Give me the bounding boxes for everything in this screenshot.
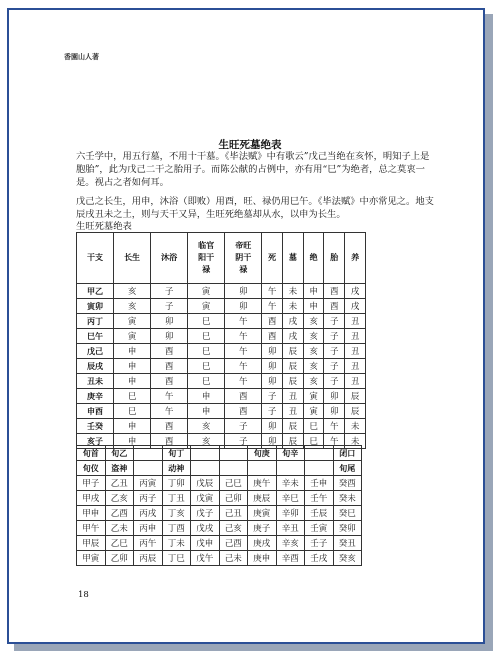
header-cell [305, 446, 334, 461]
table-cell: 寅 [303, 404, 324, 419]
table-cell: 巳 [188, 344, 225, 359]
table-cell: 午 [151, 389, 188, 404]
table-cell: 丁亥 [162, 506, 191, 521]
table-cell: 卯 [262, 374, 283, 389]
table-cell: 乙卯 [105, 551, 134, 566]
table-cell: 酉 [262, 314, 283, 329]
header-cell: 闭口 [333, 446, 362, 461]
table-cell: 辰 [282, 374, 303, 389]
table-cell: 丑 [282, 389, 303, 404]
table-cell: 午 [225, 374, 262, 389]
table-cell: 子 [262, 389, 283, 404]
table-cell: 辰 [282, 359, 303, 374]
table-cell: 壬子 [305, 536, 334, 551]
table-cell: 酉 [225, 404, 262, 419]
table-row [77, 299, 366, 314]
page-number: 18 [78, 590, 89, 600]
table-cell: 丑 [345, 329, 366, 344]
table-cell: 丑 [345, 344, 366, 359]
table-cell: 卯 [324, 404, 345, 419]
table-cell: 亥 [303, 374, 324, 389]
table-cell: 甲申 [77, 506, 106, 521]
header-cell: 胎 [324, 233, 345, 284]
table-cell: 癸未 [333, 491, 362, 506]
table-cell: 丙午 [134, 536, 163, 551]
table-cell: 戊寅 [191, 491, 220, 506]
header-cell: 旬丁 [162, 446, 191, 461]
table-cell: 辰 [282, 344, 303, 359]
table-cell: 庚戌 [248, 536, 277, 551]
header-cell: 死 [262, 233, 283, 284]
header-cell: 帝旺 阴干 禄 [225, 233, 262, 284]
table-cell: 丁巳 [162, 551, 191, 566]
table-cell: 酉 [225, 389, 262, 404]
table-cell: 巳 [188, 314, 225, 329]
sheng-wang-table [76, 232, 366, 449]
row-header-cell: 寅卯 [77, 299, 114, 314]
table-cell: 卯 [262, 344, 283, 359]
table-cell: 辛巳 [276, 491, 305, 506]
table-cell: 未 [345, 434, 366, 449]
header-cell [191, 446, 220, 461]
row-header-cell: 申酉 [77, 404, 114, 419]
header-cell: 干支 [77, 233, 114, 284]
table-cell: 巳 [114, 389, 151, 404]
header-cell: 绝 [303, 233, 324, 284]
table-cell: 辛酉 [276, 551, 305, 566]
table-cell: 巳 [303, 434, 324, 449]
table-cell: 申 [188, 389, 225, 404]
row-header-cell: 辰戌 [77, 359, 114, 374]
row-header-cell: 丑未 [77, 374, 114, 389]
table-cell: 午 [225, 344, 262, 359]
table-cell: 甲午 [77, 521, 106, 536]
header-cell: 旬辛 [276, 446, 305, 461]
table-cell: 巳 [114, 404, 151, 419]
table-row [77, 329, 366, 344]
header-cell [276, 461, 305, 476]
table-cell: 庚午 [248, 476, 277, 491]
table-cell: 酉 [151, 344, 188, 359]
table-header-row [77, 446, 362, 461]
table-cell: 亥 [303, 329, 324, 344]
table-cell: 甲寅 [77, 551, 106, 566]
table-row [77, 491, 362, 506]
table-cell: 午 [151, 404, 188, 419]
table-cell: 丙寅 [134, 476, 163, 491]
table-row [77, 506, 362, 521]
header-cell: 旬首 [77, 446, 106, 461]
table-cell: 寅 [188, 284, 225, 299]
table-cell: 亥 [303, 314, 324, 329]
table-row [77, 551, 362, 566]
table-cell: 壬戌 [305, 551, 334, 566]
table-cell: 寅 [114, 314, 151, 329]
table-cell: 己酉 [219, 536, 248, 551]
table-header-row [77, 461, 362, 476]
table-cell: 戊申 [191, 536, 220, 551]
table-cell: 庚寅 [248, 506, 277, 521]
table-cell: 申 [303, 299, 324, 314]
table-cell: 亥 [188, 419, 225, 434]
table-header-row [77, 233, 366, 284]
table-cell: 申 [188, 404, 225, 419]
page-header: 香園山人著 [64, 53, 99, 61]
table-row [77, 344, 366, 359]
row-header-cell: 丙丁 [77, 314, 114, 329]
table-cell: 戊辰 [191, 476, 220, 491]
table-row [77, 314, 366, 329]
table-cell: 子 [225, 434, 262, 449]
table-cell: 子 [151, 299, 188, 314]
table-cell: 巳 [188, 359, 225, 374]
table-cell: 午 [262, 284, 283, 299]
table-cell: 己丑 [219, 506, 248, 521]
row-header-cell: 巳午 [77, 329, 114, 344]
header-cell: 旬乙 [105, 446, 134, 461]
table-cell: 戌 [345, 284, 366, 299]
table-cell: 酉 [324, 299, 345, 314]
table-cell: 亥 [303, 344, 324, 359]
table-caption: 生旺死墓绝表 [76, 221, 132, 232]
table-cell: 申 [114, 434, 151, 449]
table-cell: 辰 [345, 404, 366, 419]
header-cell: 旬尾 [333, 461, 362, 476]
table-cell: 寅 [303, 389, 324, 404]
table-cell: 卯 [151, 314, 188, 329]
row-header-cell: 戊己 [77, 344, 114, 359]
table-cell: 卯 [262, 434, 283, 449]
table-cell: 午 [225, 314, 262, 329]
table-cell: 庚申 [248, 551, 277, 566]
header-cell: 沐浴 [151, 233, 188, 284]
table-row [77, 389, 366, 404]
table-cell: 戊戌 [191, 521, 220, 536]
header-cell: 养 [345, 233, 366, 284]
table-cell: 亥 [188, 434, 225, 449]
header-cell: 旬庚 [248, 446, 277, 461]
table-cell: 卯 [324, 389, 345, 404]
table-cell: 申 [114, 359, 151, 374]
table-cell: 己亥 [219, 521, 248, 536]
table-cell: 酉 [262, 329, 283, 344]
header-cell [219, 446, 248, 461]
header-cell [248, 461, 277, 476]
table-cell: 乙丑 [105, 476, 134, 491]
table-cell: 辰 [282, 434, 303, 449]
table-cell: 甲子 [77, 476, 106, 491]
table-cell: 丑 [345, 314, 366, 329]
row-header-cell: 庚辛 [77, 389, 114, 404]
table-cell: 戌 [282, 314, 303, 329]
table-row [77, 419, 366, 434]
table-cell: 子 [324, 374, 345, 389]
table-cell: 丁酉 [162, 521, 191, 536]
table-cell: 寅 [114, 329, 151, 344]
table-cell: 庚子 [248, 521, 277, 536]
table-cell: 申 [303, 284, 324, 299]
page-shadow-bottom [14, 644, 493, 651]
table-cell: 子 [225, 419, 262, 434]
table-cell: 酉 [324, 284, 345, 299]
table-cell: 午 [324, 434, 345, 449]
header-cell: 盗神 [105, 461, 134, 476]
table-cell: 辛卯 [276, 506, 305, 521]
table-cell: 子 [324, 359, 345, 374]
table-cell: 申 [114, 419, 151, 434]
table-cell: 未 [282, 299, 303, 314]
table-cell: 卯 [225, 284, 262, 299]
table-cell: 酉 [151, 434, 188, 449]
table-cell: 巳 [303, 419, 324, 434]
table-row [77, 284, 366, 299]
table-cell: 丑 [345, 359, 366, 374]
table-row [77, 476, 362, 491]
row-header-cell: 壬癸 [77, 419, 114, 434]
table-cell: 子 [324, 329, 345, 344]
table-cell: 巳 [188, 329, 225, 344]
table-cell: 酉 [151, 374, 188, 389]
table-row [77, 404, 366, 419]
table-cell: 丑 [282, 404, 303, 419]
table-cell: 酉 [151, 359, 188, 374]
table-cell: 午 [324, 419, 345, 434]
table-cell: 未 [345, 419, 366, 434]
table-cell: 辰 [282, 419, 303, 434]
page-shadow-right [485, 14, 493, 650]
table-cell: 丙辰 [134, 551, 163, 566]
header-cell [191, 461, 220, 476]
table-row [77, 374, 366, 389]
section-title: 生旺死墓绝表 [218, 139, 282, 151]
table-cell: 庚辰 [248, 491, 277, 506]
xun-table [76, 445, 362, 566]
table-cell: 癸卯 [333, 521, 362, 536]
table-cell: 辰 [345, 389, 366, 404]
table-cell: 午 [262, 299, 283, 314]
table-cell: 子 [324, 314, 345, 329]
table-cell: 寅 [188, 299, 225, 314]
table-cell: 乙未 [105, 521, 134, 536]
header-cell [134, 446, 163, 461]
table-cell: 丁未 [162, 536, 191, 551]
paragraph-1: 六壬学中，用五行墓，不用十干墓。《毕法赋》中有歌云”戊己当绝在亥怀，明知子上是胞胎”，此为戊己二干之胎用子。而陈公献的占例中，亦有用“巳”为绝者，总之莫衷一是。视占之者如何耳。 [76, 151, 430, 188]
header-cell [305, 461, 334, 476]
table-cell: 卯 [262, 359, 283, 374]
table-cell: 亥 [114, 299, 151, 314]
table-cell: 辛亥 [276, 536, 305, 551]
table-cell: 甲辰 [77, 536, 106, 551]
table-cell: 癸亥 [333, 551, 362, 566]
header-cell [219, 461, 248, 476]
table-cell: 戊午 [191, 551, 220, 566]
table-cell: 丁卯 [162, 476, 191, 491]
table-cell: 戊子 [191, 506, 220, 521]
table-cell: 亥 [114, 284, 151, 299]
table-cell: 戌 [345, 299, 366, 314]
header-cell: 旬仪 [77, 461, 106, 476]
table-cell: 丙子 [134, 491, 163, 506]
table-cell: 乙酉 [105, 506, 134, 521]
table-cell: 亥 [303, 359, 324, 374]
header-cell: 墓 [282, 233, 303, 284]
table-cell: 卯 [262, 419, 283, 434]
table-row [77, 521, 362, 536]
table-cell: 子 [151, 284, 188, 299]
table-cell: 午 [225, 359, 262, 374]
table-cell: 己卯 [219, 491, 248, 506]
table-cell: 壬午 [305, 491, 334, 506]
table-cell: 辛未 [276, 476, 305, 491]
table-cell: 申 [114, 374, 151, 389]
header-cell: 临官 阳干 禄 [188, 233, 225, 284]
header-cell [134, 461, 163, 476]
table-cell: 己巳 [219, 476, 248, 491]
table-cell: 壬辰 [305, 506, 334, 521]
table-cell: 癸丑 [333, 536, 362, 551]
table-cell: 癸巳 [333, 506, 362, 521]
table-cell: 丑 [345, 374, 366, 389]
table-cell: 丙申 [134, 521, 163, 536]
table-row [77, 359, 366, 374]
table-cell: 申 [114, 344, 151, 359]
row-header-cell: 甲乙 [77, 284, 114, 299]
table-cell: 壬申 [305, 476, 334, 491]
table-cell: 丁丑 [162, 491, 191, 506]
table-cell: 乙亥 [105, 491, 134, 506]
table-cell: 巳 [188, 374, 225, 389]
paragraph-2: 戊己之长生，用申，沐浴（即败）用酉，旺、禄仍用巳午。《毕法赋》中亦常见之。地支辰戌丑未之土，则与天干又异，生旺死绝墓却从水，以申为长生。 [76, 196, 434, 220]
table-cell: 壬寅 [305, 521, 334, 536]
table-cell: 辛丑 [276, 521, 305, 536]
row-header-cell: 亥子 [77, 434, 114, 449]
table-cell: 癸酉 [333, 476, 362, 491]
table-cell: 午 [225, 329, 262, 344]
table-cell: 子 [262, 404, 283, 419]
table-cell: 卯 [225, 299, 262, 314]
table-cell: 乙巳 [105, 536, 134, 551]
table-cell: 卯 [151, 329, 188, 344]
table-cell: 己未 [219, 551, 248, 566]
header-cell: 长生 [114, 233, 151, 284]
table-cell: 戌 [282, 329, 303, 344]
table-cell: 丙戌 [134, 506, 163, 521]
header-cell: 动神 [162, 461, 191, 476]
table-row [77, 536, 362, 551]
table-cell: 酉 [151, 419, 188, 434]
table-cell: 未 [282, 284, 303, 299]
table-cell: 甲戌 [77, 491, 106, 506]
table-cell: 子 [324, 344, 345, 359]
